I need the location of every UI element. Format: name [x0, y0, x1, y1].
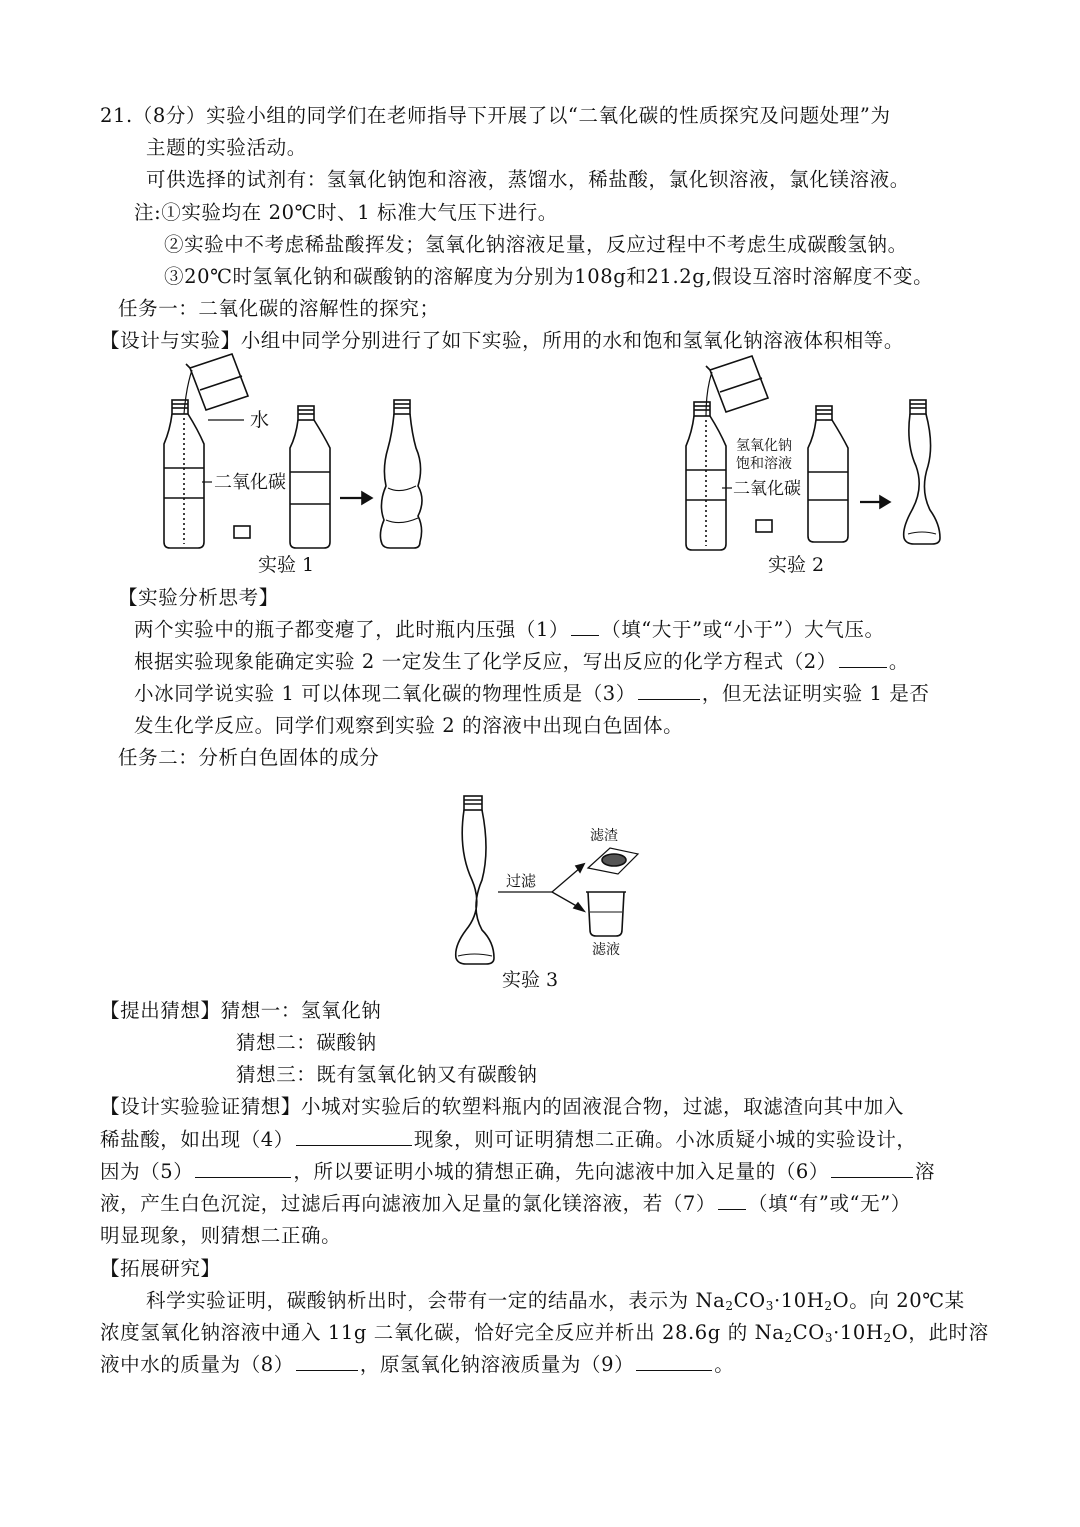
- blank-2[interactable]: [839, 649, 887, 668]
- figure-experiments-1-2: [0, 348, 1080, 588]
- extension-line-3-end: 。: [714, 1353, 735, 1376]
- extension-heading: 【拓展研究】: [100, 1257, 221, 1280]
- caption-experiment-1: 实验 1: [258, 554, 315, 576]
- bottle-cap-1: [234, 526, 250, 538]
- verify-line-3-text: 因为（5）: [100, 1160, 194, 1183]
- sub-h: 2: [824, 1299, 833, 1313]
- bottle-1a: [164, 400, 204, 548]
- blank-5[interactable]: [195, 1159, 291, 1178]
- sub-na: 2: [725, 1299, 734, 1313]
- analysis-q2-text-2: 。: [888, 650, 910, 673]
- bottle-1c-squeezed: [380, 400, 422, 548]
- extension-line-1-end: O。向 20℃某: [832, 1289, 965, 1312]
- caption-experiment-2: 实验 2: [768, 554, 825, 576]
- extension-line-1: [146, 1288, 965, 1314]
- sub-h-2: 2: [883, 1331, 892, 1345]
- extension-line-3-text: 液中水的质量为（8）: [100, 1353, 294, 1376]
- label-co2-2: 二氧化碳: [733, 479, 801, 499]
- beaker-pouring-2: [706, 356, 768, 416]
- sub-na-2: 2: [784, 1331, 793, 1345]
- filter-paper-residue: [588, 848, 638, 874]
- extension-line-1-text: 科学实验证明，碳酸钠析出时，会带有一定的结晶水，表示为 Na: [146, 1289, 726, 1312]
- label-co2-1: 二氧化碳: [214, 472, 286, 493]
- verify-line-4-text-2: （填“有”或“无”）: [748, 1192, 911, 1215]
- bottle-1b: [290, 406, 330, 548]
- note-1: 注:①实验均在 20℃时、1 标准大气压下进行。: [134, 201, 558, 224]
- extension-water-2: ·10H: [833, 1321, 884, 1344]
- caption-experiment-3: 实验 3: [502, 969, 559, 991]
- verify-line-4-text: 液，产生白色沉淀，过滤后再向滤液加入足量的氯化镁溶液，若（7）: [100, 1192, 717, 1215]
- verify-line-3: [100, 1159, 935, 1185]
- note-2: ②实验中不考虑稀盐酸挥发；氢氧化钠溶液足量，反应过程中不考虑生成碳酸氢钠。: [164, 233, 908, 256]
- task-1: 任务一：二氧化碳的溶解性的探究；: [118, 297, 440, 320]
- blank-1[interactable]: [571, 617, 599, 636]
- verify-line-3-text-3: 溶: [915, 1160, 936, 1183]
- question-title-cont: 主题的实验活动。: [146, 136, 307, 159]
- blank-6[interactable]: [831, 1159, 913, 1178]
- reagent-list: 可供选择的试剂有：氢氧化钠饱和溶液，蒸馏水，稀盐酸，氯化钡溶液，氯化镁溶液。: [146, 168, 910, 191]
- question-title: 21.（8分）实验小组的同学们在老师指导下开展了以“二氧化碳的性质探究及问题处理”为: [100, 104, 891, 127]
- label-water: 水: [250, 409, 270, 431]
- analysis-heading: 【实验分析思考】: [118, 586, 279, 609]
- bottle-2c-twisted: [904, 400, 940, 544]
- bottle-cap-2: [756, 520, 772, 532]
- blank-9[interactable]: [636, 1352, 712, 1371]
- sub-co-2: 3: [824, 1331, 834, 1345]
- verify-line-4: [100, 1191, 911, 1217]
- analysis-q1-text: 两个实验中的瓶子都变瘪了，此时瓶内压强（1）: [134, 618, 570, 641]
- label-naoh-2: 饱和溶液: [736, 456, 792, 472]
- analysis-q2: [134, 649, 909, 675]
- verify-line-5: 明显现象，则猜想二正确。: [100, 1224, 342, 1247]
- beaker-filtrate: [586, 892, 626, 936]
- figure-experiment-3: [440, 790, 700, 970]
- verify-line-2-text: 稀盐酸，如出现（4）: [100, 1128, 294, 1151]
- label-filter: 过滤: [506, 872, 537, 890]
- blank-3[interactable]: [638, 681, 700, 700]
- task-2: 任务二：分析白色固体的成分: [118, 746, 380, 769]
- analysis-q1-text-2: （填“大于”或“小于”）大气压。: [601, 618, 885, 641]
- extension-co: CO: [733, 1289, 766, 1312]
- analysis-q3-text-2: ，但无法证明实验 1 是否: [701, 682, 930, 705]
- sub-co: 3: [765, 1299, 774, 1313]
- blank-4[interactable]: [296, 1127, 412, 1146]
- extension-line-2-end: O，此时溶: [891, 1321, 989, 1344]
- analysis-q3: [134, 681, 930, 707]
- analysis-q3-text: 小冰同学说实验 1 可以体现二氧化碳的物理性质是（3）: [134, 682, 636, 705]
- extension-line-3: [100, 1352, 734, 1378]
- verify-line-2: [100, 1127, 916, 1153]
- label-naoh-1: 氢氧化钠: [736, 438, 792, 454]
- verify-line-2-text-2: 现象，则可证明猜想二正确。小冰质疑小城的实验设计，: [413, 1128, 917, 1151]
- blank-8[interactable]: [296, 1352, 358, 1371]
- beaker-pouring-1: [184, 354, 248, 414]
- extension-line-2: [100, 1320, 989, 1346]
- bottle-2b: [808, 406, 848, 542]
- analysis-line-4: 发生化学反应。同学们观察到实验 2 的溶液中出现白色固体。: [134, 714, 684, 737]
- label-residue: 滤渣: [590, 828, 618, 844]
- analysis-q1: [134, 617, 885, 643]
- hypothesis-1: 【提出猜想】猜想一：氢氧化钠: [100, 999, 382, 1022]
- extension-line-3-text-2: ，原氢氧化钠溶液质量为（9）: [359, 1353, 635, 1376]
- extension-water: ·10H: [774, 1289, 825, 1312]
- bottle-2a: [686, 402, 726, 550]
- verify-line-3-text-2: ，所以要证明小城的猜想正确，先向滤液中加入足量的（6）: [293, 1160, 830, 1183]
- analysis-q2-text: 根据实验现象能确定实验 2 一定发生了化学反应，写出反应的化学方程式（2）: [134, 650, 837, 673]
- bottle-3-twisted: [456, 796, 494, 964]
- hypothesis-2: 猜想二：碳酸钠: [236, 1031, 377, 1054]
- blank-7[interactable]: [718, 1191, 746, 1210]
- hypothesis-3: 猜想三：既有氢氧化钠又有碳酸钠: [236, 1063, 538, 1086]
- label-filtrate: 滤液: [592, 942, 620, 958]
- extension-line-2-text: 浓度氢氧化钠溶液中通入 11g 二氧化碳，恰好完全反应并析出 28.6g 的 Na: [100, 1321, 785, 1344]
- design-heading: 【设计与实验】小组中同学分别进行了如下实验，所用的水和饱和氢氧化钠溶液体积相等。: [100, 329, 905, 352]
- verify-line-1: 【设计实验验证猜想】小城对实验后的软塑料瓶内的固液混合物，过滤，取滤渣向其中加入: [100, 1095, 905, 1118]
- note-3: ③20℃时氢氧化钠和碳酸钠的溶解度为分别为108g和21.2g,假设互溶时溶解度不变。: [164, 265, 934, 288]
- extension-co-2: CO: [792, 1321, 825, 1344]
